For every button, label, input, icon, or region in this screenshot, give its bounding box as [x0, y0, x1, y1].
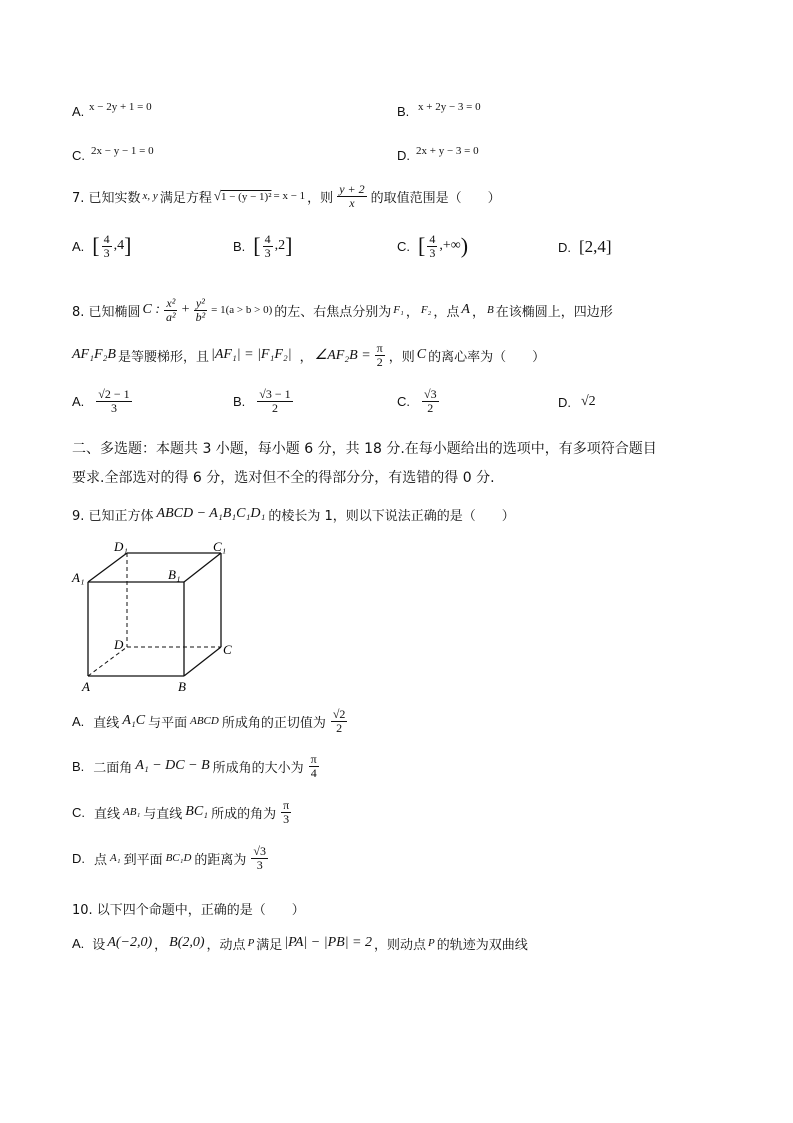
q7-option-a: [72, 224, 131, 268]
paren-right-icon: ): [460, 233, 469, 258]
label-a1: A₁: [72, 570, 85, 585]
q9-option-b-frac: [309, 753, 319, 779]
q7-option-c-den: 3: [429, 245, 436, 260]
q8-text1: 的左、右焦点分别为: [274, 304, 392, 320]
q8-option-c-den: 2: [427, 400, 434, 415]
q7-option-a-den: 3: [103, 245, 110, 260]
q7-frac-den: x: [349, 195, 355, 210]
q10-point-a: A(−2,0): [107, 935, 153, 950]
q9-option-a-frac: [331, 708, 348, 734]
section-2-line1: 二、多选题：本题共 3 小题，每小题 6 分，共 18 分.在每小题给出的选项中，有多项符合题目: [72, 441, 657, 457]
q9-stem: [72, 503, 515, 525]
q9-option-d-t3: 的距离为: [194, 852, 247, 868]
q6-option-b: x + 2y − 3 = 0: [418, 101, 481, 113]
q9-option-d-label: D.: [72, 850, 85, 866]
q8-text2: ，点: [433, 304, 460, 320]
q8-option-b-num: √3 − 1: [259, 386, 291, 401]
q8-option-a-frac: [96, 388, 131, 414]
q7-mid: 满足方程: [159, 190, 212, 206]
q6-option-c: 2x − y − 1 = 0: [91, 145, 154, 157]
q8-eq1: |AF₁| = |F₁F₂|: [210, 347, 292, 362]
q10-point-p: P: [247, 937, 255, 949]
q9-option-d-t2: 到平面: [123, 852, 163, 868]
q10-point-p2: P: [428, 937, 435, 949]
q9-option-a-t1: 直线: [93, 715, 120, 731]
q9-option-c-t2: 与直线: [143, 806, 183, 822]
q8-option-b: [233, 380, 295, 422]
q8-option-b-den: 2: [271, 400, 278, 415]
q9-prefix: 9. 已知正方体: [72, 508, 154, 524]
q8-option-d-value: √2: [581, 394, 596, 409]
q8-option-a-den: 3: [110, 400, 117, 415]
q8-option-b-label: B.: [233, 393, 246, 409]
q9-suffix: 的棱长为 1，则以下说法正确的是（ ）: [268, 508, 515, 524]
q7-option-b-rest: ,2: [274, 238, 286, 253]
q7-option-c: [397, 224, 468, 268]
q8-point-b: B: [486, 304, 494, 316]
q8-option-d-label: D.: [558, 394, 571, 410]
q7-then: ，则: [307, 190, 334, 206]
q6-option-a-label: A.: [72, 104, 85, 119]
q8-quad: AF₁F₂B: [72, 347, 116, 362]
q8-angle-frac: [375, 342, 385, 368]
q9-option-b-den: 4: [310, 765, 317, 780]
section-2-line2: 要求.全部选对的得 6 分，选对但不全的得部分分，有选错的得 0 分.: [72, 470, 495, 486]
q9-option-a-m1: A₁C: [122, 713, 146, 728]
q8-f1: F₁: [393, 304, 404, 316]
q8-frac-y: [194, 297, 208, 323]
q9-option-c-m2: BC₁: [185, 804, 209, 819]
q9-option-d-m1: A₁: [110, 852, 121, 864]
q9-solid: ABCD − A₁B₁C₁D₁: [156, 506, 266, 521]
q10-option-a-t6: 的轨迹为双曲线: [436, 937, 528, 953]
q7-option-b-frac: [263, 233, 273, 259]
q8-option-a-num: √2 − 1: [98, 386, 130, 401]
q9-option-b-t1: 二面角: [93, 760, 133, 776]
q9-option-b-num: π: [310, 751, 317, 766]
q9-option-d-num: √3: [253, 843, 267, 858]
q7-option-b: [233, 224, 292, 268]
q8-y2: y²: [195, 295, 205, 310]
q7-eq-rhs: = x − 1: [273, 190, 306, 202]
q10-option-a: [72, 930, 528, 956]
q7-option-a-label: A.: [72, 238, 85, 254]
q7-sqrt: √1 − (y − 1)²: [213, 188, 272, 203]
q9-option-c-t1: 直线: [94, 806, 121, 822]
edge-b-c: [184, 647, 221, 676]
q9-option-a-num: √2: [332, 706, 346, 721]
q7-option-c-label: C.: [397, 238, 410, 254]
q7-stem: [72, 176, 501, 216]
bracket-right-icon: ]: [124, 233, 132, 258]
q8-ellipse-name: C :: [142, 302, 161, 317]
q9-option-c-den: 3: [283, 811, 290, 826]
q8-pi: π: [376, 340, 383, 355]
q9-option-d-m2: BC₁D: [165, 852, 192, 864]
q10-option-a-label: A.: [72, 935, 85, 951]
q8-option-c: [397, 380, 441, 422]
q10-option-a-t3: ，动点: [206, 937, 246, 953]
q8-comma: ，: [405, 304, 419, 320]
q8-text6: 的离心率为（ ）: [428, 349, 546, 365]
q7-option-a-num: 4: [103, 231, 110, 246]
q8-stem-line2: [72, 336, 545, 374]
q9-option-c-m1: AB₁: [123, 806, 141, 818]
q8-c2: C: [416, 347, 427, 362]
q6-option-b-label: B.: [397, 104, 410, 119]
q9-option-a-label: A.: [72, 713, 85, 729]
q7-fraction: [337, 183, 366, 209]
label-b: B: [178, 679, 186, 694]
q8-prefix: 8. 已知椭圆: [72, 304, 141, 320]
cube-diagram: [70, 536, 240, 696]
q8-option-c-frac: [422, 388, 439, 414]
q9-option-a-t3: 所成角的正切值为: [221, 715, 326, 731]
q7-option-a-rest: ,4: [113, 238, 125, 253]
q9-option-c-t3: 所成的角为: [211, 806, 277, 822]
q6-option-c-label: C.: [72, 148, 85, 163]
q9-option-b-m1: A₁ − DC − B: [135, 758, 210, 773]
q8-angle: ∠AF₂B =: [314, 347, 371, 363]
q8-two: 2: [376, 354, 383, 369]
q8-comma2: ，: [471, 304, 485, 320]
q10-option-a-t4: 满足: [256, 937, 283, 953]
q8-option-d: [558, 390, 596, 414]
edge-a1-d1: [88, 553, 127, 582]
q7-option-c-frac: [427, 233, 437, 259]
q10-option-a-t2: ，: [154, 937, 168, 953]
q7-option-d-value: [2,4]: [579, 237, 612, 256]
q9-option-a-t2: 与平面: [148, 715, 188, 731]
label-b1: B₁: [168, 567, 181, 582]
q6-option-d: 2x + y − 3 = 0: [416, 145, 479, 157]
q8-frac-x: [164, 297, 178, 323]
q7-option-b-den: 3: [264, 245, 271, 260]
q8-text5: ，则: [388, 349, 415, 365]
q9-option-b-t2: 所成角的大小为: [212, 760, 304, 776]
q10-option-a-t5: ，则动点: [374, 937, 427, 953]
q9-option-c: [72, 791, 293, 833]
q9-option-d-t1: 点: [94, 852, 108, 868]
q7-option-c-rest: ,+∞: [439, 238, 461, 253]
bracket-left-icon: [: [418, 233, 426, 258]
q9-option-b: [72, 745, 321, 787]
q8-comma3: ，: [299, 349, 313, 365]
q10-stem: 10. 以下四个命题中，正确的是（ ）: [72, 903, 305, 918]
q8-point-a: A: [461, 302, 470, 317]
q7-frac-num: y + 2: [339, 181, 365, 196]
q6-option-a: x − 2y + 1 = 0: [89, 101, 152, 113]
q8-condition: = 1(a > b > 0): [211, 304, 273, 316]
bracket-right-icon: ]: [285, 233, 293, 258]
bracket-left-icon: [: [92, 233, 100, 258]
bracket-left-icon: [: [253, 233, 261, 258]
label-a: A: [82, 679, 90, 694]
q8-option-b-frac: [257, 388, 292, 414]
q10-option-a-t1: 设: [92, 937, 106, 953]
q7-sqrt-expr: 1 − (y − 1)²: [220, 191, 272, 203]
label-d1: D₁: [114, 539, 128, 554]
q8-option-a-label: A.: [72, 393, 85, 409]
q8-option-c-num: √3: [424, 386, 437, 401]
q9-option-d-frac: [251, 845, 268, 871]
label-c1: C₁: [213, 539, 227, 554]
q8-option-a: [72, 380, 134, 422]
q9-option-c-frac: [281, 799, 291, 825]
q8-a2: a²: [166, 309, 176, 324]
q8-text3: 在该椭圆上，四边形: [495, 304, 613, 320]
q8-stem-line1: 8. 已知椭圆 C : $\frac{\text{x²}}{\text{a²}}$ + $\frac{\text{y²}}{\text{b²}}$ = 1(a > b > 0) 的左、右焦点分别为 F₁ ， F₂ ，点 A ， B 在该椭圆上，四边形: [72, 295, 613, 324]
q10-condition: |PA| − |PB| = 2: [284, 935, 373, 950]
q7-option-d: [558, 232, 612, 262]
q9-option-a-den: 2: [336, 720, 343, 735]
q9-option-c-num: π: [283, 797, 290, 812]
q6-option-d-label: D.: [397, 148, 410, 163]
q7-vars: x, y: [142, 190, 158, 202]
q7-option-c-num: 4: [429, 231, 436, 246]
q7-option-a-frac: [102, 233, 112, 259]
q8-x2: x²: [166, 295, 176, 310]
q8-option-c-label: C.: [397, 393, 410, 409]
q9-option-c-label: C.: [72, 804, 85, 820]
q7-option-b-num: 4: [264, 231, 271, 246]
q9-option-a-m2: ABCD: [190, 715, 219, 727]
q9-option-d-den: 3: [256, 857, 263, 872]
q9-option-a: [72, 700, 349, 742]
edge-b1-c1: [184, 553, 221, 582]
q10-point-b: B(2,0): [169, 935, 205, 950]
q7-suffix: 的取值范围是（ ）: [370, 190, 501, 206]
q9-option-d: [72, 837, 270, 879]
q8-text4: 是等腰梯形，且: [117, 349, 209, 365]
q7-option-d-label: D.: [558, 239, 571, 255]
q9-option-b-label: B.: [72, 758, 85, 774]
q7-option-b-label: B.: [233, 238, 246, 254]
label-c: C: [223, 642, 232, 657]
q8-f2: F₂: [420, 304, 432, 316]
q8-b2: b²: [195, 309, 206, 324]
q7-prefix: 7. 已知实数: [72, 190, 141, 206]
label-d: D: [114, 637, 124, 652]
